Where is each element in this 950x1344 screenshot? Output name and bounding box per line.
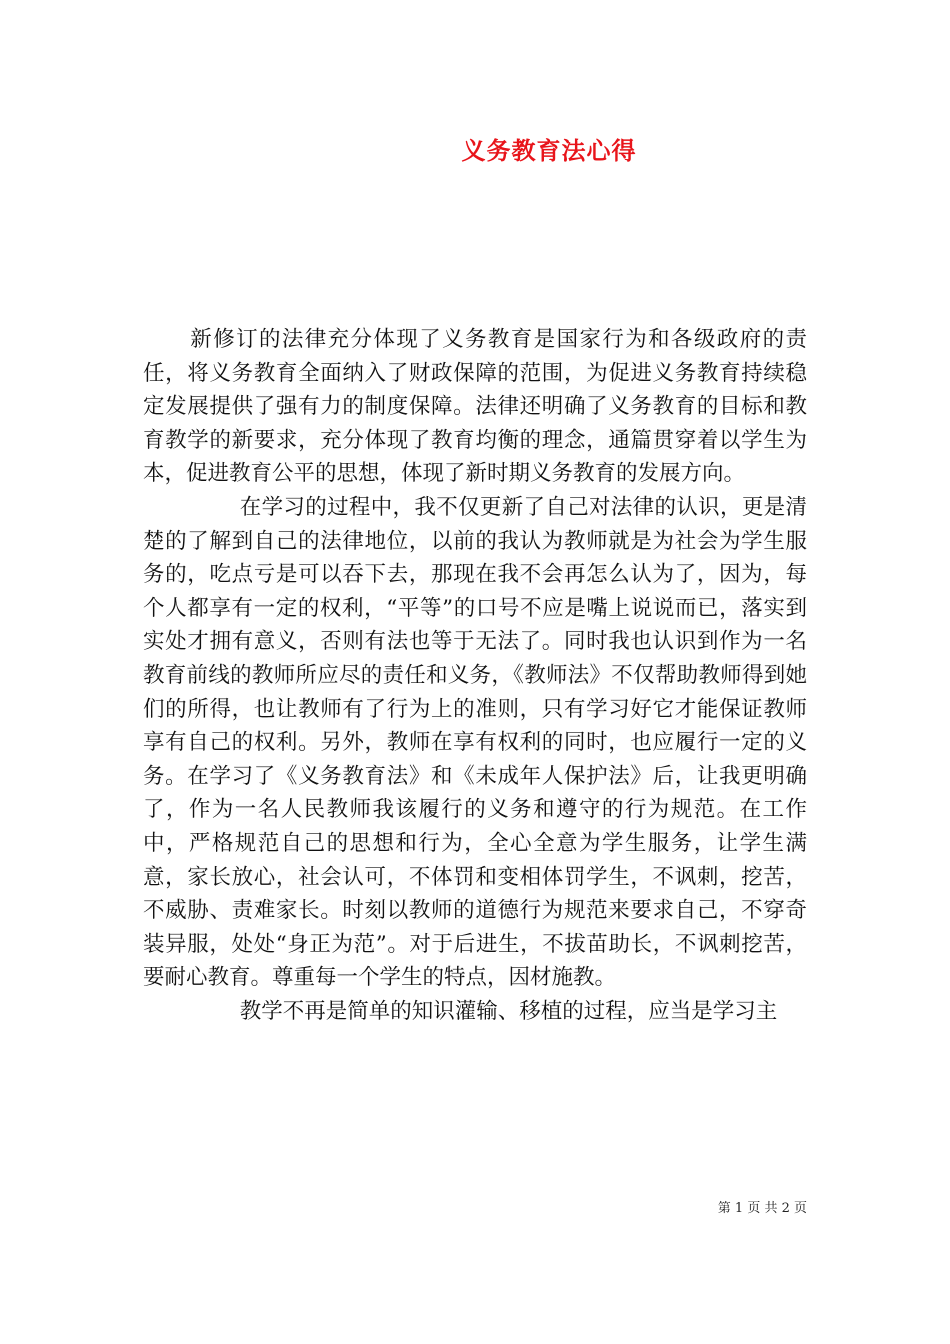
paragraph-2: 在学习的过程中，我不仅更新了自己对法律的认识，更是清楚的了解到自己的法律地位，以前的我认为教师就是为社会为学生服务的，吃点亏是可以吞下去，那现在我不会再怎么认为了，因为，每个人都享有一定的权利，“平等”的口号不应是嘴上说说而已，落实到实处才拥有意义，否则有法也等于无法了。同时我也认识到作为一名教育前线的教师所应尽的责任和义务，《教师法》不仅帮助教师得到她们的所得，也让教师有了行为上的准则，只有学习好它才能保证教师享有自己的权利。另外，教师在享有权利的同时，也应履行一定的义务。在学习了《义务教育法》和《未成年人保护法》后，让我更明确了，作为一名人民教师我该履行的义务和遵守的行为规范。在工作中，严格规范自己的思想和行为，全心全意为学生服务，让学生满意，家长放心，社会认可，不体罚和变相体罚学生，不讽刺，挖苦，不威胁、责难家长。时刻以教师的道德行为规范来要求自己，不穿奇装异服，处处“身正为范”。对于后进生，不拔苗助长，不讽刺挖苦，要耐心教育。尊重每一个学生的特点，因材施教。 (143, 494, 807, 991)
paragraph-3: 教学不再是简单的知识灌输、移植的过程，应当是学习主 (239, 998, 778, 1024)
document-title: 义务教育法心得 (461, 137, 637, 165)
page-number-footer: 第 1 页 共 2 页 (717, 1201, 807, 1216)
document-body (143, 323, 807, 1028)
paragraph-1: 新修订的法律充分体现了义务教育是国家行为和各级政府的责任，将义务教育全面纳入了财政保障的范围，为促进义务教育持续稳定发展提供了强有力的制度保障。法律还明确了义务教育的目标和教育教学的新要求，充分体现了教育均衡的理念，通篇贯穿着以学生为本，促进教育公平的思想，体现了新时期义务教育的发展方向。 (143, 327, 807, 487)
